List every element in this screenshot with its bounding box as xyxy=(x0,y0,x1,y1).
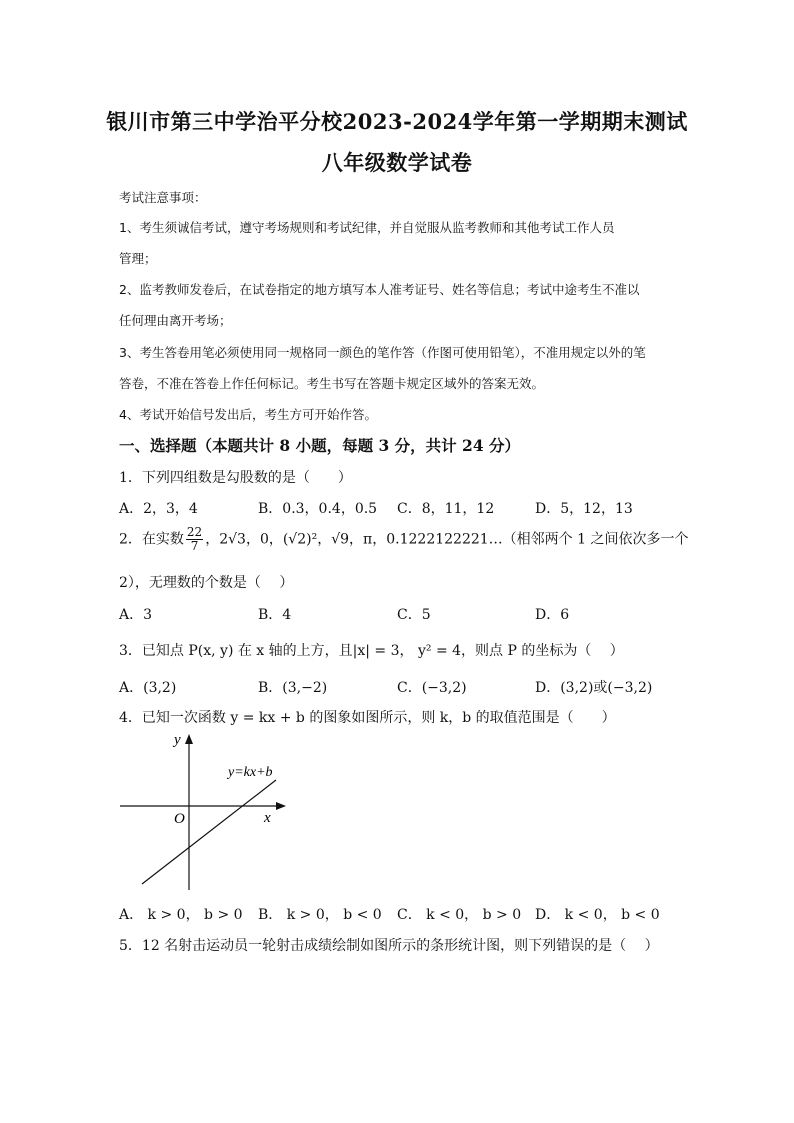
function-label: y=kx+b xyxy=(228,765,273,780)
linear-function-graph xyxy=(116,730,296,895)
question-4-option-c: C． k < 0， b > 0 xyxy=(397,907,522,923)
question-1-option-d: D．5，12，13 xyxy=(535,501,633,517)
function-line xyxy=(142,780,276,884)
question-2-option-a: A．3 xyxy=(119,607,153,623)
question-2-stem xyxy=(119,526,688,553)
question-4-option-d: D． k < 0， b < 0 xyxy=(535,907,660,923)
question-3-option-a: A．(3,2) xyxy=(119,680,177,696)
note-1-cont: 管理； xyxy=(119,251,157,266)
question-3-option-b: B．(3,−2) xyxy=(258,680,328,696)
question-2-list: ，2√3，0，(√2)²，√9，π，0.1222122221…（相邻两个 1 之间依次多一个 xyxy=(205,531,689,548)
note-3: 3、考生答卷用笔必须使用同一规格同一颜色的笔作答（作图可使用铅笔），不准用规定以外的笔 xyxy=(119,345,646,360)
note-3-cont: 答卷，不准在答卷上作任何标记。考生书写在答题卡规定区域外的答案无效。 xyxy=(119,376,545,391)
question-2-prefix: 2．在实数 xyxy=(119,531,184,548)
x-axis-label: x xyxy=(264,810,271,826)
y-axis-arrow xyxy=(185,734,193,744)
question-1-option-c: C．8，11，12 xyxy=(397,501,495,517)
question-4-option-b: B． k > 0， b < 0 xyxy=(258,907,382,923)
question-5-stem: 5．12 名射击运动员一轮射击成绩绘制如图所示的条形统计图，则下列错误的是（ ） xyxy=(119,938,659,954)
fraction-22-7 xyxy=(186,526,203,553)
question-2-option-b: B．4 xyxy=(258,607,292,623)
note-1: 1、考生须诚信考试，遵守考场规则和考试纪律，并自觉服从监考教师和其他考试工作人员 xyxy=(119,220,615,235)
question-2-option-d: D．6 xyxy=(535,607,570,623)
x-axis-arrow xyxy=(276,802,286,810)
notes-heading: 考试注意事项： xyxy=(119,190,207,205)
question-1-stem: 1．下列四组数是勾股数的是（ ） xyxy=(119,470,352,486)
question-3-option-d: D．(3,2)或(−3,2) xyxy=(535,680,653,696)
question-3-option-c: C．(−3,2) xyxy=(397,680,467,696)
exam-subtitle: 八年级数学试卷 xyxy=(321,150,473,175)
question-4-option-a: A． k > 0， b > 0 xyxy=(119,907,243,923)
question-1-option-a: A．2，3，4 xyxy=(119,501,198,517)
question-2-option-c: C．5 xyxy=(397,607,431,623)
y-axis-label: y xyxy=(174,732,181,748)
note-2-cont: 任何理由离开考场； xyxy=(119,313,232,328)
question-4-stem: 4．已知一次函数 y = kx + b 的图象如图所示，则 k，b 的取值范围是（ ） xyxy=(119,710,616,726)
note-2: 2、监考教师发卷后，在试卷指定的地方填写本人准考证号、姓名等信息；考试中途考生不准以 xyxy=(119,282,640,297)
question-1-option-b: B．0.3，0.4，0.5 xyxy=(258,501,378,517)
note-4: 4、考试开始信号发出后，考生方可开始作答。 xyxy=(119,407,377,422)
question-2-stem-cont: 2），无理数的个数是（ ） xyxy=(119,575,294,591)
section-heading: 一、选择题（本题共计 8 小题，每题 3 分，共计 24 分） xyxy=(119,436,521,455)
question-3-stem: 3．已知点 P(x, y) 在 x 轴的上方，且|x| = 3， y² = 4，则点 P 的坐标为（ ） xyxy=(119,643,624,659)
fraction-numerator: 22 xyxy=(186,525,203,539)
fraction-denominator: 7 xyxy=(190,539,199,553)
exam-title: 银川市第三中学治平分校2023-2024学年第一学期期末测试 xyxy=(106,109,688,134)
origin-label: O xyxy=(174,811,185,827)
